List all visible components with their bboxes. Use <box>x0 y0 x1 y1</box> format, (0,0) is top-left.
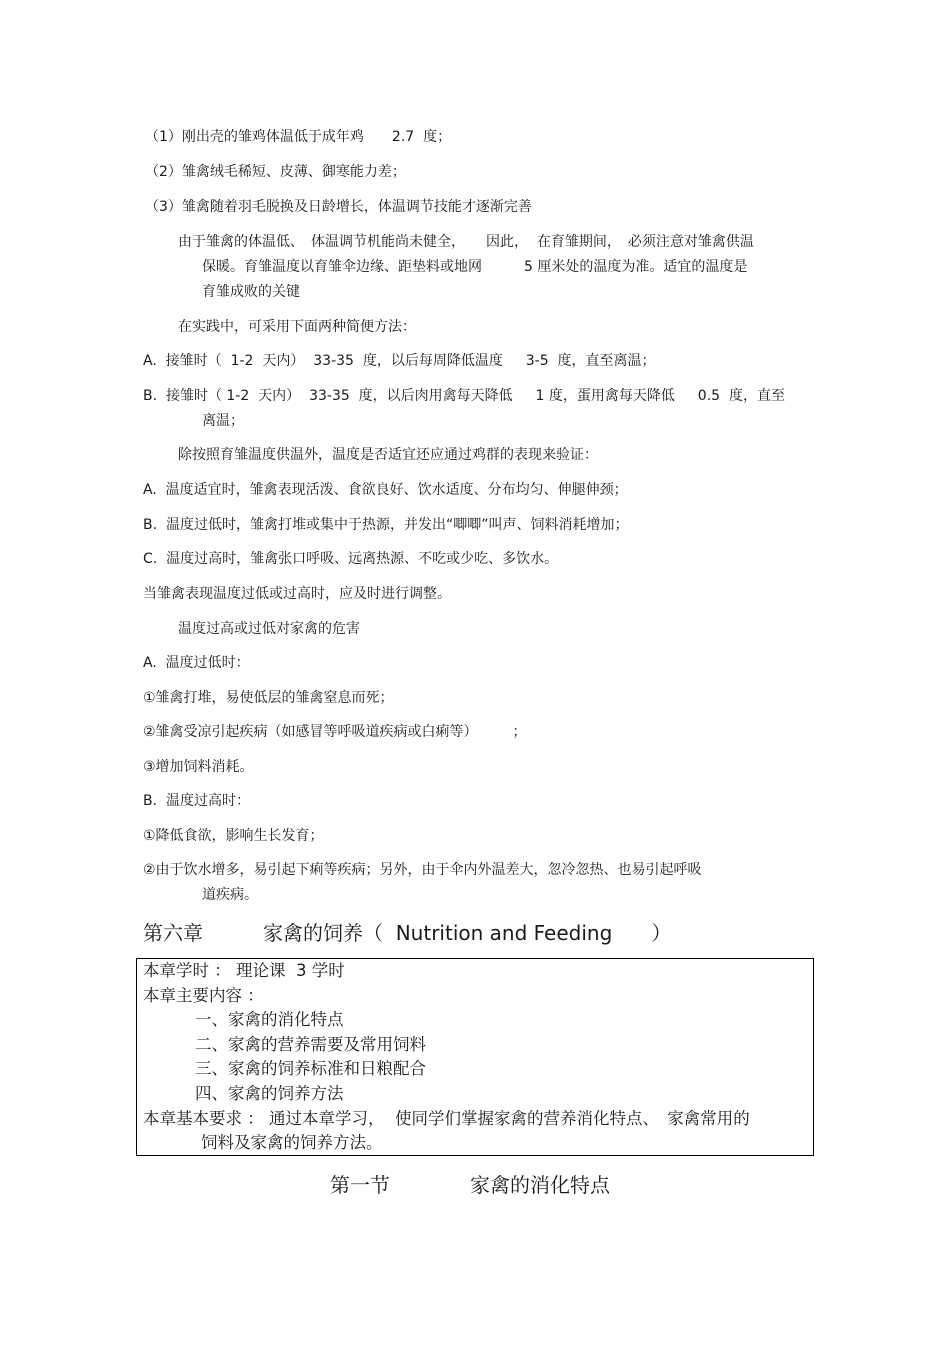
paragraph-line: C. 温度过高时，雏禽张口呼吸、远离热源、不吃或少吃、多饮水。 <box>143 551 559 567</box>
chapter-title: 第六章 家禽的饲养（ Nutrition and Feeding ） <box>143 921 672 945</box>
box-line: 饲料及家禽的饲养方法。 <box>201 1133 383 1152</box>
box-line: 四、家禽的饲养方法 <box>195 1084 344 1103</box>
paragraph-line: A. 接雏时（ 1-2 天内） 33-35 度，以后每周降低温度 3-5 度，直至离温； <box>143 353 656 369</box>
paragraph-line: 育雏成败的关键 <box>202 284 300 300</box>
chapter-summary-box <box>136 958 814 1156</box>
paragraph-line: 在实践中，可采用下面两种简便方法： <box>178 319 416 335</box>
paragraph-line: ③增加饲料消耗。 <box>143 759 254 775</box>
paragraph-line: 由于雏禽的体温低、 体温调节机能尚未健全， 因此， 在育雏期间， 必须注意对雏禽供温 <box>178 234 754 250</box>
box-line: 本章学时 ： 理论课 3 学时 <box>143 961 345 980</box>
paragraph-line: 离温； <box>202 413 244 429</box>
paragraph-line: ①降低食欲，影响生长发育； <box>143 828 324 844</box>
paragraph-line: 除按照育雏温度供温外，温度是否适宜还应通过鸡群的表现来验证： <box>178 447 598 463</box>
paragraph-line: A. 温度适宜时，雏禽表现活泼、食欲良好、饮水适度、分布均匀、伸腿伸颈； <box>143 482 628 498</box>
paragraph-line: 保暖。育雏温度以育雏伞边缘、距垫料或地网 5 厘米处的温度为准。适宜的温度是 <box>202 259 748 275</box>
paragraph-line: A. 温度过低时： <box>143 655 250 671</box>
paragraph-line: B. 温度过低时，雏禽打堆或集中于热源，并发出“唧唧”叫声、饲料消耗增加； <box>143 517 629 533</box>
box-line: 本章基本要求 ： 通过本章学习， 使同学们掌握家禽的营养消化特点、 家禽常用的 <box>143 1109 750 1128</box>
box-line: 本章主要内容 ： <box>143 986 264 1005</box>
paragraph-line: B. 接雏时（ 1-2 天内） 33-35 度，以后肉用禽每天降低 1 度，蛋用禽每天降低 0.5 度，直至 <box>143 388 785 404</box>
section-title: 第一节 家禽的消化特点 <box>330 1173 610 1197</box>
box-line: 三、家禽的饲养标准和日粮配合 <box>195 1059 426 1078</box>
paragraph-line: B. 温度过高时： <box>143 793 250 809</box>
paragraph-line: ②雏禽受凉引起疾病（如感冒等呼吸道疾病或白痢等） ； <box>143 724 527 740</box>
paragraph-line: ②由于饮水增多，易引起下痢等疾病；另外，由于伞内外温差大，忽冷忽热、也易引起呼吸 <box>143 862 702 878</box>
paragraph-line: （2）雏禽绒毛稀短、皮薄、御寒能力差； <box>145 164 406 180</box>
paragraph-line: （1）刚出壳的雏鸡体温低于成年鸡 2.7 度； <box>145 129 452 145</box>
box-line: 一、家禽的消化特点 <box>195 1010 344 1029</box>
paragraph-line: ①雏禽打堆，易使低层的雏禽窒息而死； <box>143 690 394 706</box>
paragraph-line: 当雏禽表现温度过低或过高时，应及时进行调整。 <box>143 586 451 602</box>
paragraph-line: 温度过高或过低对家禽的危害 <box>178 621 360 637</box>
box-line: 二、家禽的营养需要及常用饲料 <box>195 1035 426 1054</box>
paragraph-line: 道疾病。 <box>202 887 258 903</box>
paragraph-line: （3）雏禽随着羽毛脱换及日龄增长，体温调节技能才逐渐完善 <box>145 199 532 215</box>
